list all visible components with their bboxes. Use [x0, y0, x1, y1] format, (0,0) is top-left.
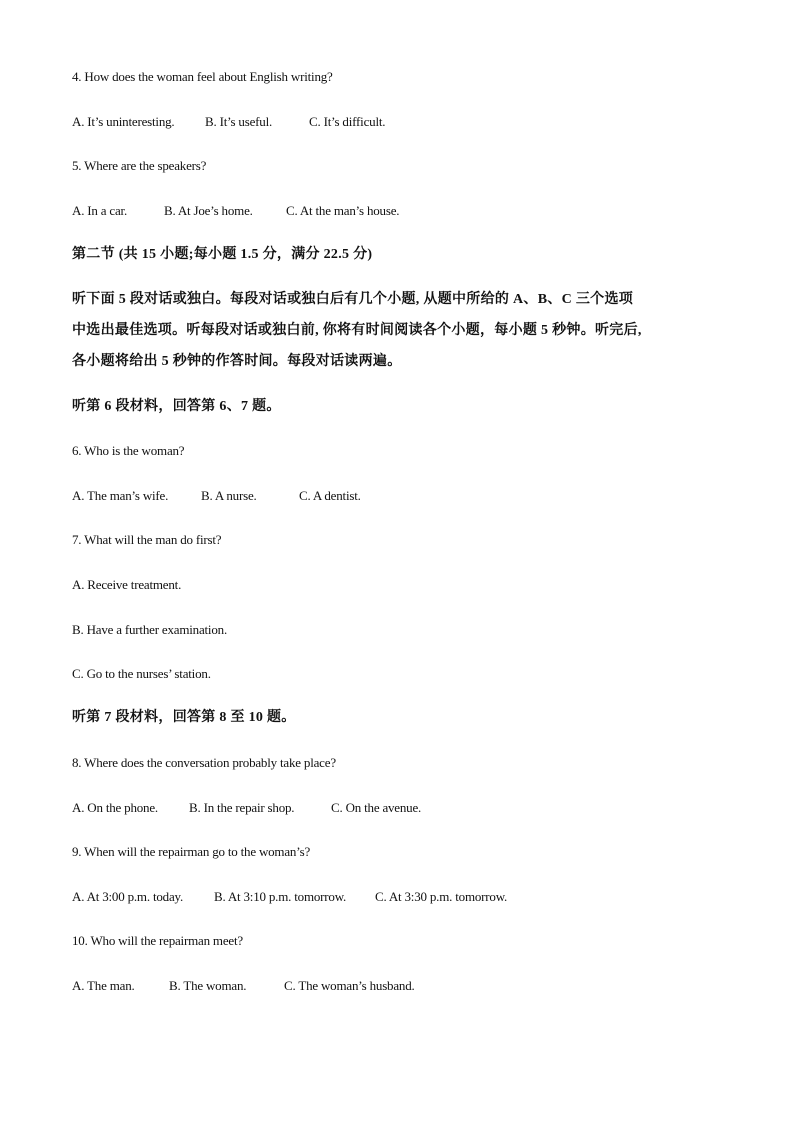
option-c: C. A dentist.: [299, 488, 361, 503]
option-c: C. The woman’s husband.: [284, 978, 415, 993]
instruction-line-3: 各小题将给出 5 秒钟的作答时间。每段对话读两遍。: [72, 354, 402, 369]
option-b: B. At 3:10 p.m. tomorrow.: [214, 889, 347, 904]
passage-7-heading: 听第 7 段材料，回答第 8 至 10 题。: [72, 710, 296, 725]
option-c: C. At 3:30 p.m. tomorrow.: [375, 889, 508, 904]
option-b: B. The woman.: [169, 978, 247, 993]
instruction-line-2: 中选出最佳选项。听每段对话或独白前, 你将有时间阅读各个小题，每小题 5 秒钟。听完后,: [72, 323, 642, 338]
option-a: A. The man.: [72, 978, 135, 993]
question-6-stem: 6. Who is the woman?: [72, 443, 185, 458]
section-heading: 第二节 (共 15 小题;每小题 1.5 分，满分 22.5 分): [72, 247, 373, 262]
option-b: B. A nurse.: [201, 488, 257, 503]
option-a: A. The man’s wife.: [72, 488, 169, 503]
question-4-stem: 4. How does the woman feel about English writing?: [72, 69, 333, 84]
option-a: A. At 3:00 p.m. today.: [72, 889, 184, 904]
option-a: A. On the phone.: [72, 800, 158, 815]
passage-6-heading: 听第 6 段材料，回答第 6、7 题。: [72, 399, 281, 414]
option-b: B. At Joe’s home.: [164, 203, 253, 218]
question-5-options: [72, 203, 399, 219]
question-9-stem: 9. When will the repairman go to the woman’s?: [72, 844, 311, 859]
question-6-options: [72, 488, 361, 504]
option-a: A. In a car.: [72, 203, 127, 218]
option-c: C. On the avenue.: [331, 800, 422, 815]
question-4-options: [72, 114, 385, 130]
question-7-option-b: B. Have a further examination.: [72, 622, 227, 637]
question-9-options: [72, 889, 507, 905]
question-7-stem: 7. What will the man do first?: [72, 532, 222, 547]
question-8-stem: 8. Where does the conversation probably take place?: [72, 755, 336, 770]
option-c: C. At the man’s house.: [286, 203, 400, 218]
instruction-line-1: 听下面 5 段对话或独白。每段对话或独白后有几个小题, 从题中所给的 A、B、C 三个选项: [72, 292, 634, 307]
question-7-option-c: C. Go to the nurses’ station.: [72, 666, 211, 681]
question-7-option-a: A. Receive treatment.: [72, 577, 182, 592]
question-8-options: [72, 800, 421, 816]
question-10-stem: 10. Who will the repairman meet?: [72, 933, 243, 948]
question-5-stem: 5. Where are the speakers?: [72, 158, 207, 173]
option-b: B. In the repair shop.: [189, 800, 295, 815]
option-b: B. It’s useful.: [205, 114, 273, 129]
option-a: A. It’s uninteresting.: [72, 114, 175, 129]
option-c: C. It’s difficult.: [309, 114, 386, 129]
question-10-options: [72, 978, 415, 994]
